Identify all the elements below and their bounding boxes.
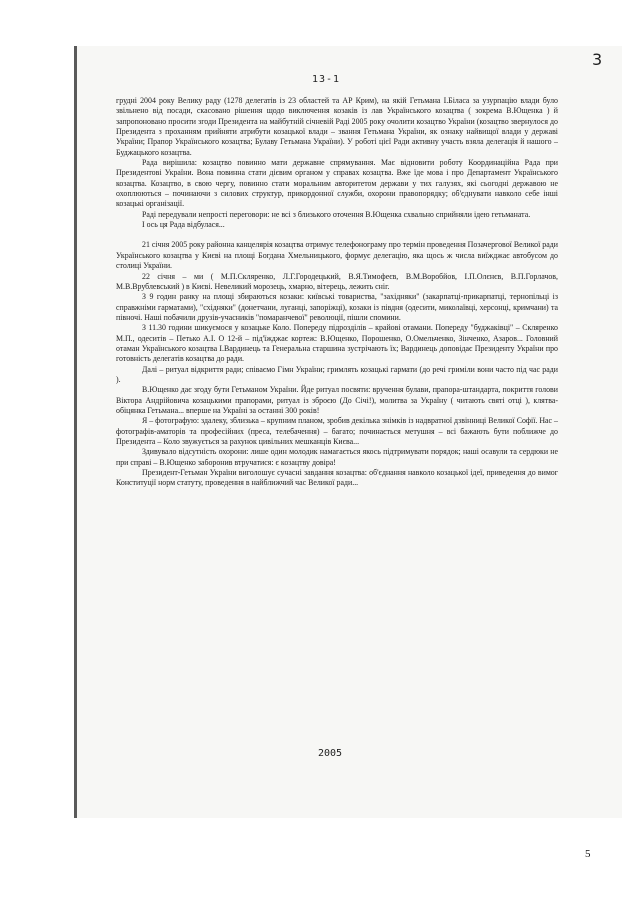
paragraph: Я – фотографую: здалеку, зблизька – крупним планом, зробив декілька знімків із надвратної дзвінниці Великої Софії. Нас – фотографів-аматорів та професійних (преса, телебачення) – багато; починається метушня – всі бажають бути поближче до Президента – Коло звужується за рахунок цивільних мешканців Києва... bbox=[116, 416, 558, 446]
paragraph: Президент-Гетьман України виголошує сучасні завдання козацтва: об'єднання навколо козацької ідеї, приведення до вимог Конституції норм статуту, проведення в найближчий час Великої ради... bbox=[116, 468, 558, 488]
paragraph: Здивувало відсутність охорони: лише один молодик намагається якось підтримувати порядок; наші осавули та сердюки не при справі – В.Ющенко заборонив втручатися: є козацтву довіра! bbox=[116, 447, 558, 467]
paragraph: В.Ющенко дає згоду бути Гетьманом України. Йде ритуал посвяти: вручення булави, прапора-штандарта, покриття голови Віктора Андрійовича козацькими прапорами, ритуал із зброєю (До Січі!), молитва за Україну ( читають святі отці ), клятва-обіцянка Гетьмана... вперше на Україні за останні 300 років! bbox=[116, 385, 558, 415]
page-number: 5 bbox=[585, 848, 591, 860]
handwritten-header-code: 13-1 bbox=[312, 74, 341, 85]
handwritten-corner-number: 3 bbox=[592, 50, 603, 69]
paragraph: 21 січня 2005 року районна канцелярія козацтва отримує телефонограму про термін проведення Позачергової Великої ради Українського козацтва у Києві на площі Богдана Хмельницького, формує делегацію, яка щось ж числа виїжджає автобусом до столиці України. bbox=[116, 240, 558, 271]
paragraph: З 11.30 години шикуємося у козацьке Коло. Попереду підрозділів – крайові отамани. Попереду "буджаківці" – Скляренко М.П., одеситів – Петько А.І. О 12-й – під'їжджає кортеж: В.Ющенко, Порошенко, О.Омельченко, Зінченко, Азаров... Головний отаман Українського козацтва І.Вардинець та Генеральна старшина зустрічають їх; Вардинець доповідає Президенту України про готовність делегатів козацтва до ради. bbox=[116, 323, 558, 364]
scanned-text-body bbox=[116, 96, 558, 489]
paragraph: Рада вирішила: козацтво повинно мати державне спрямування. Має відновити роботу Координаційна Рада при Президентові України. Вона повинна стати дієвим органом у справах козацтва. Вже їде мова і про Департамент Українського козацтва. Козацтво, в свою чергу, повинно стати моральним авторитетом держави у тих галузях, які сьогодні державою не охоплюються – починаючи з силових структур, прикордонної служби, охорони правопорядку; об'єднувати навколо себе інші козацькі організації. bbox=[116, 158, 558, 209]
paragraph: З 9 годин ранку на площі збираються козаки: київські товариства, "західняки" (закарпатці-прикарпатці, тернопільці із справжніми гарматами), "східняки" (донетчани, луганці, запоріжці), козаки із півдня (одесити, миколаївці, херсонці, кримчани) та півночі. Наші побачили друзів-учасників "помаранчевої" революції, пішли спомини. bbox=[116, 292, 558, 322]
paragraph: грудні 2004 року Велику раду (1278 делегатів із 23 областей та АР Крим), на якій Гетьмана І.Біласа за узурпацію влади було звільнено від посади, скасовано рішення щодо виключення козаків із лав Українського козацтва ( зокрема В.Ющенка ) й запропоновано просити згоди Президента на майбутній січневій Раді 2005 року очолити козацтво України (козацтво звернулося до Президента з проханням прийняти атрибути козацької влади – звання Гетьмана України, як ознаку найвищої влади у державі України; Прапор Українського козацтва; Булаву Гетьмана України). У роботі цієї Ради активну участь взяла делегація й нашого – Буджацького козацтва. bbox=[116, 96, 558, 157]
handwritten-year: 2005 bbox=[318, 748, 343, 759]
scan-edge-shadow bbox=[74, 46, 77, 818]
paragraph: 22 січня – ми ( М.П.Скляренко, Л.Г.Городецький, В.Я.Тимофеєв, В.М.Воробйов, І.П.Олєнєв, В.П.Горлачов, М.В.Врублевський ) в Києві. Невеликий морозець, хмарно, вітерець, лежить сніг. bbox=[116, 271, 558, 291]
paragraph: Раді передували непрості переговори: не всі з близького оточення В.Ющенка схвально сприйняли ідею гетьманата. bbox=[142, 209, 531, 219]
paragraph: І ось ця Рада відбулася... bbox=[142, 220, 225, 230]
paragraph: Далі – ритуал відкриття ради; співаємо Гімн України; гримлять козацькі гармати (до речі гриміли вони часто під час ради ). bbox=[116, 364, 558, 384]
